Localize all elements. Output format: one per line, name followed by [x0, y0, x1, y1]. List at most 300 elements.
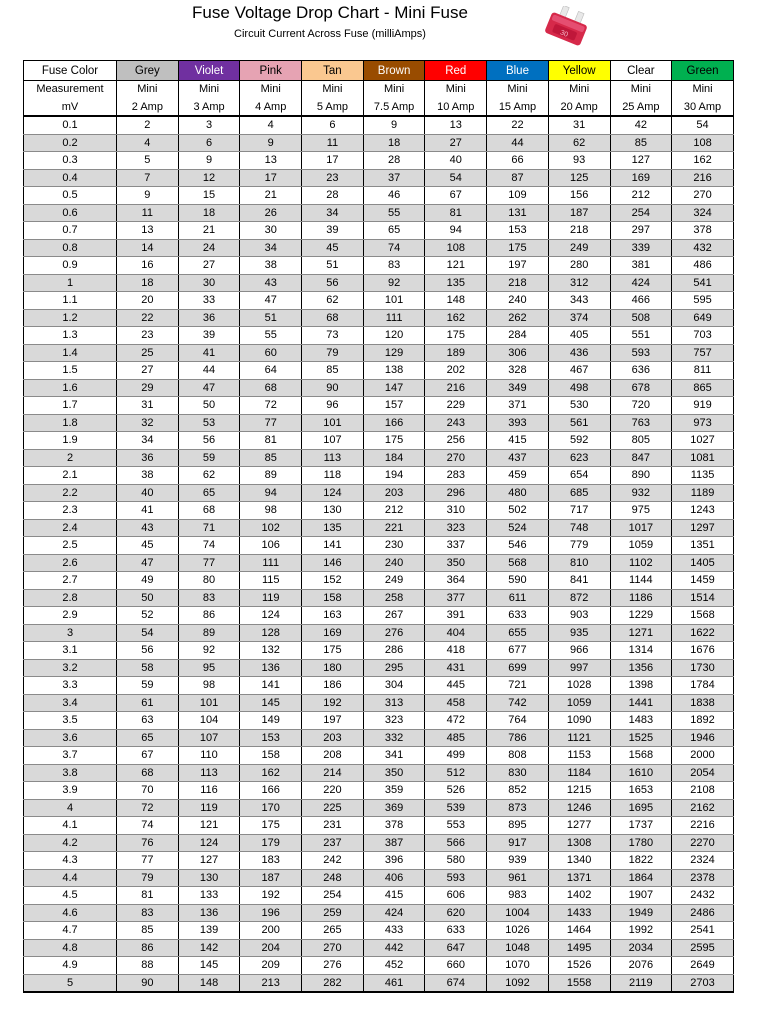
current-cell: 1949 [610, 904, 672, 922]
current-cell: 87 [487, 169, 549, 187]
fuse-type-cell: Mini [240, 81, 302, 99]
current-cell: 145 [240, 694, 302, 712]
current-cell: 757 [672, 344, 734, 362]
measurement-cell: 2.5 [24, 537, 117, 555]
current-cell: 568 [487, 554, 549, 572]
current-cell: 216 [672, 169, 734, 187]
current-cell: 763 [610, 414, 672, 432]
current-cell: 133 [178, 887, 240, 905]
current-cell: 24 [178, 239, 240, 257]
table-row [24, 572, 734, 590]
current-cell: 6 [302, 116, 364, 134]
current-cell: 40 [425, 152, 487, 170]
current-cell: 56 [117, 642, 179, 660]
current-cell: 2324 [672, 852, 734, 870]
current-cell: 26 [240, 204, 302, 222]
current-cell: 364 [425, 572, 487, 590]
current-cell: 86 [117, 939, 179, 957]
current-cell: 1070 [487, 957, 549, 975]
current-cell: 92 [178, 642, 240, 660]
current-cell: 25 [117, 344, 179, 362]
current-cell: 633 [425, 922, 487, 940]
current-cell: 461 [363, 974, 425, 992]
current-cell: 132 [240, 642, 302, 660]
current-cell: 113 [302, 449, 364, 467]
current-cell: 107 [302, 432, 364, 450]
current-cell: 339 [610, 239, 672, 257]
current-cell: 424 [363, 904, 425, 922]
current-cell: 121 [425, 257, 487, 275]
current-cell: 485 [425, 729, 487, 747]
current-cell: 70 [117, 782, 179, 800]
current-cell: 130 [302, 502, 364, 520]
current-cell: 37 [363, 169, 425, 187]
current-cell: 9 [178, 152, 240, 170]
current-cell: 145 [178, 957, 240, 975]
current-cell: 72 [117, 799, 179, 817]
current-cell: 192 [240, 887, 302, 905]
current-cell: 54 [117, 624, 179, 642]
measurement-cell: 2.6 [24, 554, 117, 572]
current-cell: 221 [363, 519, 425, 537]
current-cell: 502 [487, 502, 549, 520]
current-cell: 111 [363, 309, 425, 327]
measurement-cell: 0.7 [24, 222, 117, 240]
table-row [24, 659, 734, 677]
current-cell: 2119 [610, 974, 672, 992]
current-cell: 1464 [548, 922, 610, 940]
current-cell: 242 [302, 852, 364, 870]
current-cell: 593 [425, 869, 487, 887]
current-cell: 162 [672, 152, 734, 170]
current-cell: 433 [363, 922, 425, 940]
fuse-type-cell: Mini [548, 81, 610, 99]
table-row [24, 852, 734, 870]
table-row [24, 782, 734, 800]
current-cell: 136 [240, 659, 302, 677]
current-cell: 1017 [610, 519, 672, 537]
current-cell: 779 [548, 537, 610, 555]
current-cell: 141 [302, 537, 364, 555]
current-cell: 1784 [672, 677, 734, 695]
current-cell: 74 [117, 817, 179, 835]
current-cell: 131 [487, 204, 549, 222]
current-cell: 240 [363, 554, 425, 572]
current-cell: 39 [302, 222, 364, 240]
current-cell: 17 [302, 152, 364, 170]
current-cell: 67 [117, 747, 179, 765]
current-cell: 162 [240, 764, 302, 782]
current-cell: 13 [425, 116, 487, 134]
current-cell: 187 [548, 204, 610, 222]
current-cell: 1946 [672, 729, 734, 747]
current-cell: 436 [548, 344, 610, 362]
current-cell: 254 [302, 887, 364, 905]
current-cell: 405 [548, 327, 610, 345]
current-cell: 1308 [548, 834, 610, 852]
current-cell: 1780 [610, 834, 672, 852]
current-cell: 5 [117, 152, 179, 170]
measurement-cell: 0.2 [24, 134, 117, 152]
table-row [24, 414, 734, 432]
current-cell: 83 [178, 589, 240, 607]
current-cell: 141 [240, 677, 302, 695]
current-cell: 166 [363, 414, 425, 432]
current-cell: 74 [178, 537, 240, 555]
current-cell: 21 [178, 222, 240, 240]
current-cell: 79 [302, 344, 364, 362]
current-cell: 218 [548, 222, 610, 240]
current-cell: 157 [363, 397, 425, 415]
current-cell: 102 [240, 519, 302, 537]
current-cell: 374 [548, 309, 610, 327]
table-row [24, 169, 734, 187]
current-cell: 1215 [548, 782, 610, 800]
current-cell: 917 [487, 834, 549, 852]
current-cell: 2649 [672, 957, 734, 975]
current-cell: 432 [672, 239, 734, 257]
current-cell: 786 [487, 729, 549, 747]
current-cell: 378 [363, 817, 425, 835]
table-row [24, 642, 734, 660]
current-cell: 65 [117, 729, 179, 747]
fuse-color-green: Green [672, 61, 734, 81]
fuse-rating-cell: 15 Amp [487, 98, 549, 116]
table-row [24, 677, 734, 695]
current-cell: 14 [117, 239, 179, 257]
measurement-cell: 2.1 [24, 467, 117, 485]
current-cell: 197 [302, 712, 364, 730]
current-cell: 966 [548, 642, 610, 660]
current-cell: 312 [548, 274, 610, 292]
current-cell: 258 [363, 589, 425, 607]
current-cell: 61 [117, 694, 179, 712]
fuse-type-cell: Mini [302, 81, 364, 99]
current-cell: 96 [302, 397, 364, 415]
measurement-cell: 1 [24, 274, 117, 292]
current-cell: 64 [240, 362, 302, 380]
current-cell: 153 [240, 729, 302, 747]
current-cell: 297 [610, 222, 672, 240]
current-cell: 231 [302, 817, 364, 835]
current-cell: 720 [610, 397, 672, 415]
current-cell: 208 [302, 747, 364, 765]
current-cell: 162 [425, 309, 487, 327]
current-cell: 539 [425, 799, 487, 817]
current-cell: 101 [363, 292, 425, 310]
fuse-rating-cell: 2 Amp [117, 98, 179, 116]
current-cell: 486 [672, 257, 734, 275]
current-cell: 805 [610, 432, 672, 450]
current-cell: 136 [178, 904, 240, 922]
measurement-cell: 4.7 [24, 922, 117, 940]
current-cell: 120 [363, 327, 425, 345]
current-cell: 54 [672, 116, 734, 134]
measurement-cell: 0.8 [24, 239, 117, 257]
current-cell: 59 [117, 677, 179, 695]
current-cell: 46 [363, 187, 425, 205]
current-cell: 480 [487, 484, 549, 502]
current-cell: 939 [487, 852, 549, 870]
current-cell: 135 [425, 274, 487, 292]
current-cell: 415 [363, 887, 425, 905]
current-cell: 20 [117, 292, 179, 310]
current-cell: 237 [302, 834, 364, 852]
current-cell: 442 [363, 939, 425, 957]
current-cell: 31 [117, 397, 179, 415]
current-cell: 202 [425, 362, 487, 380]
current-cell: 158 [240, 747, 302, 765]
table-row [24, 484, 734, 502]
current-cell: 1568 [610, 747, 672, 765]
current-cell: 1676 [672, 642, 734, 660]
fuse-type-cell: Mini [425, 81, 487, 99]
current-cell: 147 [363, 379, 425, 397]
current-cell: 1090 [548, 712, 610, 730]
current-cell: 158 [302, 589, 364, 607]
current-cell: 526 [425, 782, 487, 800]
current-cell: 71 [178, 519, 240, 537]
table-row [24, 152, 734, 170]
current-cell: 47 [240, 292, 302, 310]
measurement-cell: 1.3 [24, 327, 117, 345]
current-cell: 2216 [672, 817, 734, 835]
current-cell: 1441 [610, 694, 672, 712]
current-cell: 34 [302, 204, 364, 222]
current-cell: 393 [487, 414, 549, 432]
table-row [24, 607, 734, 625]
fuse-rating-cell: 20 Amp [548, 98, 610, 116]
table-row [24, 502, 734, 520]
current-cell: 34 [117, 432, 179, 450]
current-cell: 445 [425, 677, 487, 695]
current-cell: 62 [178, 467, 240, 485]
current-cell: 636 [610, 362, 672, 380]
current-cell: 130 [178, 869, 240, 887]
current-cell: 47 [117, 554, 179, 572]
table-row [24, 729, 734, 747]
current-cell: 1189 [672, 484, 734, 502]
current-cell: 1186 [610, 589, 672, 607]
current-cell: 2703 [672, 974, 734, 992]
current-cell: 80 [178, 572, 240, 590]
current-cell: 101 [178, 694, 240, 712]
current-cell: 43 [117, 519, 179, 537]
current-cell: 83 [363, 257, 425, 275]
current-cell: 349 [487, 379, 549, 397]
current-cell: 561 [548, 414, 610, 432]
current-cell: 633 [487, 607, 549, 625]
fuse-rating-cell: 25 Amp [610, 98, 672, 116]
measurement-cell: 4.6 [24, 904, 117, 922]
current-cell: 45 [302, 239, 364, 257]
current-cell: 169 [610, 169, 672, 187]
current-cell: 175 [363, 432, 425, 450]
current-cell: 108 [672, 134, 734, 152]
current-cell: 595 [672, 292, 734, 310]
current-cell: 865 [672, 379, 734, 397]
current-cell: 1059 [548, 694, 610, 712]
current-cell: 304 [363, 677, 425, 695]
current-cell: 68 [240, 379, 302, 397]
current-cell: 41 [178, 344, 240, 362]
current-cell: 169 [302, 624, 364, 642]
current-cell: 418 [425, 642, 487, 660]
current-cell: 323 [425, 519, 487, 537]
current-cell: 51 [240, 309, 302, 327]
current-cell: 98 [240, 502, 302, 520]
table-row [24, 274, 734, 292]
current-cell: 1371 [548, 869, 610, 887]
current-cell: 32 [117, 414, 179, 432]
measurement-cell: 0.1 [24, 116, 117, 134]
table-row [24, 939, 734, 957]
current-cell: 350 [363, 764, 425, 782]
current-cell: 166 [240, 782, 302, 800]
current-cell: 152 [302, 572, 364, 590]
current-cell: 1838 [672, 694, 734, 712]
current-cell: 458 [425, 694, 487, 712]
table-row [24, 519, 734, 537]
fuse-color-grey: Grey [117, 61, 179, 81]
current-cell: 127 [610, 152, 672, 170]
measurement-cell: 0.4 [24, 169, 117, 187]
measurement-cell: 2 [24, 449, 117, 467]
current-cell: 139 [178, 922, 240, 940]
current-cell: 1483 [610, 712, 672, 730]
table-row [24, 239, 734, 257]
current-cell: 282 [302, 974, 364, 992]
measurement-cell: 2.4 [24, 519, 117, 537]
current-cell: 935 [548, 624, 610, 642]
fuse-rating-cell: 3 Amp [178, 98, 240, 116]
table-row [24, 467, 734, 485]
current-cell: 2378 [672, 869, 734, 887]
measurement-cell: 0.9 [24, 257, 117, 275]
current-cell: 89 [240, 467, 302, 485]
current-cell: 175 [487, 239, 549, 257]
current-cell: 431 [425, 659, 487, 677]
current-cell: 31 [548, 116, 610, 134]
current-cell: 466 [610, 292, 672, 310]
measurement-cell: 4.4 [24, 869, 117, 887]
current-cell: 1121 [548, 729, 610, 747]
current-cell: 92 [363, 274, 425, 292]
current-cell: 9 [117, 187, 179, 205]
current-cell: 1992 [610, 922, 672, 940]
current-cell: 973 [672, 414, 734, 432]
table-row [24, 187, 734, 205]
current-cell: 179 [240, 834, 302, 852]
current-cell: 175 [240, 817, 302, 835]
fuse-color-blue: Blue [487, 61, 549, 81]
current-cell: 895 [487, 817, 549, 835]
svg-text:30: 30 [559, 29, 569, 39]
current-cell: 138 [363, 362, 425, 380]
current-cell: 56 [302, 274, 364, 292]
table-row [24, 344, 734, 362]
current-cell: 51 [302, 257, 364, 275]
current-cell: 62 [302, 292, 364, 310]
current-cell: 89 [178, 624, 240, 642]
current-cell: 9 [363, 116, 425, 134]
current-cell: 276 [363, 624, 425, 642]
current-cell: 808 [487, 747, 549, 765]
current-cell: 230 [363, 537, 425, 555]
current-cell: 764 [487, 712, 549, 730]
current-cell: 85 [240, 449, 302, 467]
current-cell: 218 [487, 274, 549, 292]
current-cell: 175 [425, 327, 487, 345]
current-cell: 406 [363, 869, 425, 887]
current-cell: 4 [240, 116, 302, 134]
current-cell: 18 [178, 204, 240, 222]
fuse-color-yellow: Yellow [548, 61, 610, 81]
current-cell: 811 [672, 362, 734, 380]
table-row [24, 379, 734, 397]
fuse-color-pink: Pink [240, 61, 302, 81]
current-cell: 81 [425, 204, 487, 222]
current-cell: 1405 [672, 554, 734, 572]
current-cell: 153 [487, 222, 549, 240]
current-cell: 58 [117, 659, 179, 677]
current-cell: 2270 [672, 834, 734, 852]
current-cell: 47 [178, 379, 240, 397]
current-cell: 1526 [548, 957, 610, 975]
current-cell: 1153 [548, 747, 610, 765]
current-cell: 23 [302, 169, 364, 187]
current-cell: 44 [178, 362, 240, 380]
current-cell: 932 [610, 484, 672, 502]
current-cell: 22 [117, 309, 179, 327]
measurement-cell: 2.3 [24, 502, 117, 520]
current-cell: 11 [302, 134, 364, 152]
fuse-color-red: Red [425, 61, 487, 81]
current-cell: 220 [302, 782, 364, 800]
table-row [24, 116, 734, 134]
measurement-cell: 3.4 [24, 694, 117, 712]
current-cell: 209 [240, 957, 302, 975]
table-row [24, 449, 734, 467]
current-cell: 1653 [610, 782, 672, 800]
current-cell: 530 [548, 397, 610, 415]
current-cell: 30 [178, 274, 240, 292]
current-cell: 111 [240, 554, 302, 572]
fuse-rating-cell: 30 Amp [672, 98, 734, 116]
mini-fuse-icon [535, 6, 597, 52]
measurement-cell: 1.8 [24, 414, 117, 432]
current-cell: 50 [178, 397, 240, 415]
current-cell: 43 [240, 274, 302, 292]
table-row [24, 817, 734, 835]
measurement-cell: 1.7 [24, 397, 117, 415]
current-cell: 310 [425, 502, 487, 520]
current-cell: 830 [487, 764, 549, 782]
current-cell: 54 [425, 169, 487, 187]
current-cell: 63 [117, 712, 179, 730]
current-cell: 1610 [610, 764, 672, 782]
current-cell: 387 [363, 834, 425, 852]
current-cell: 313 [363, 694, 425, 712]
current-cell: 1730 [672, 659, 734, 677]
measurement-cell: 2.2 [24, 484, 117, 502]
current-cell: 2541 [672, 922, 734, 940]
current-cell: 128 [240, 624, 302, 642]
table-row [24, 134, 734, 152]
current-cell: 742 [487, 694, 549, 712]
current-cell: 216 [425, 379, 487, 397]
current-cell: 49 [117, 572, 179, 590]
